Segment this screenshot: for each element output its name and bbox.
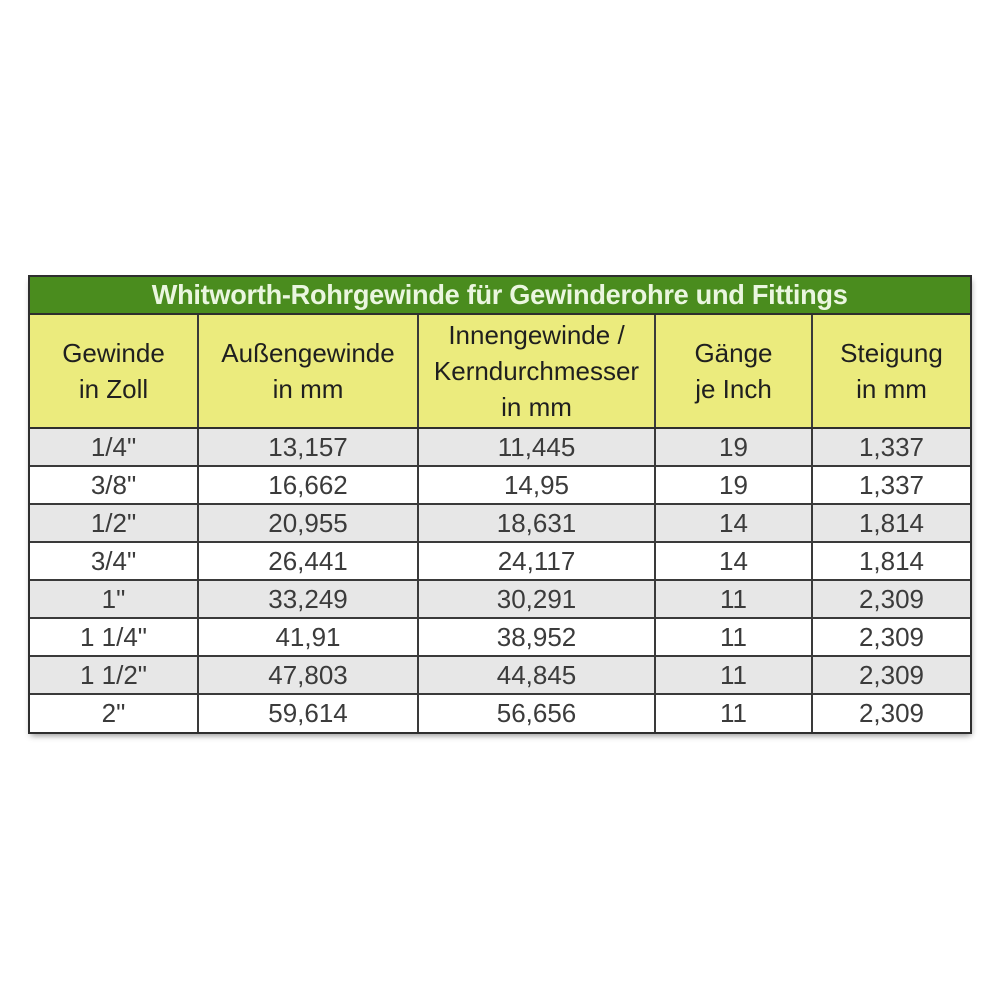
table-cell: 11 <box>655 580 812 618</box>
table-cell: 1 1/2" <box>30 656 198 694</box>
table-cell: 1" <box>30 580 198 618</box>
table-row <box>30 466 970 504</box>
table-cell: 1,337 <box>812 428 970 466</box>
table-cell: 2,309 <box>812 618 970 656</box>
table-cell: 3/4" <box>30 542 198 580</box>
table-row <box>30 504 970 542</box>
table-header-row <box>30 315 970 428</box>
table-row <box>30 542 970 580</box>
table-body <box>30 428 970 732</box>
table-cell: 59,614 <box>198 694 418 732</box>
table-header-row <box>30 315 970 428</box>
column-header: Gewinde in Zoll <box>30 315 198 428</box>
table-cell: 1/4" <box>30 428 198 466</box>
table-row <box>30 428 970 466</box>
table-cell: 26,441 <box>198 542 418 580</box>
table-cell: 33,249 <box>198 580 418 618</box>
table-cell: 2,309 <box>812 656 970 694</box>
table-cell: 24,117 <box>418 542 655 580</box>
table-cell: 19 <box>655 466 812 504</box>
table-cell: 1 1/4" <box>30 618 198 656</box>
table-cell: 16,662 <box>198 466 418 504</box>
table-cell: 1/2" <box>30 504 198 542</box>
table-cell: 14 <box>655 542 812 580</box>
table-cell: 14 <box>655 504 812 542</box>
table-cell: 2,309 <box>812 694 970 732</box>
table-title: Whitworth-Rohrgewinde für Gewinderohre und Fittings <box>152 279 848 310</box>
table-cell: 13,157 <box>198 428 418 466</box>
table-cell: 30,291 <box>418 580 655 618</box>
table-cell: 47,803 <box>198 656 418 694</box>
column-header: Außengewinde in mm <box>198 315 418 428</box>
thread-dimension-table <box>30 315 970 732</box>
table-title-bar <box>30 277 970 315</box>
table-cell: 11 <box>655 656 812 694</box>
column-header: Innengewinde / Kerndurchmesser in mm <box>418 315 655 428</box>
table-cell: 38,952 <box>418 618 655 656</box>
column-header: Gänge je Inch <box>655 315 812 428</box>
table-row <box>30 694 970 732</box>
table-cell: 18,631 <box>418 504 655 542</box>
table-cell: 11 <box>655 618 812 656</box>
table-cell: 41,91 <box>198 618 418 656</box>
table-cell: 56,656 <box>418 694 655 732</box>
table-cell: 1,814 <box>812 504 970 542</box>
table-cell: 2" <box>30 694 198 732</box>
table-cell: 1,814 <box>812 542 970 580</box>
table-cell: 3/8" <box>30 466 198 504</box>
table-cell: 20,955 <box>198 504 418 542</box>
table-cell: 11,445 <box>418 428 655 466</box>
table-row <box>30 656 970 694</box>
table-cell: 1,337 <box>812 466 970 504</box>
table-cell: 14,95 <box>418 466 655 504</box>
table-row <box>30 580 970 618</box>
table-row <box>30 618 970 656</box>
table-cell: 2,309 <box>812 580 970 618</box>
table-cell: 11 <box>655 694 812 732</box>
whitworth-thread-table <box>28 275 972 734</box>
table-cell: 44,845 <box>418 656 655 694</box>
table-cell: 19 <box>655 428 812 466</box>
column-header: Steigung in mm <box>812 315 970 428</box>
